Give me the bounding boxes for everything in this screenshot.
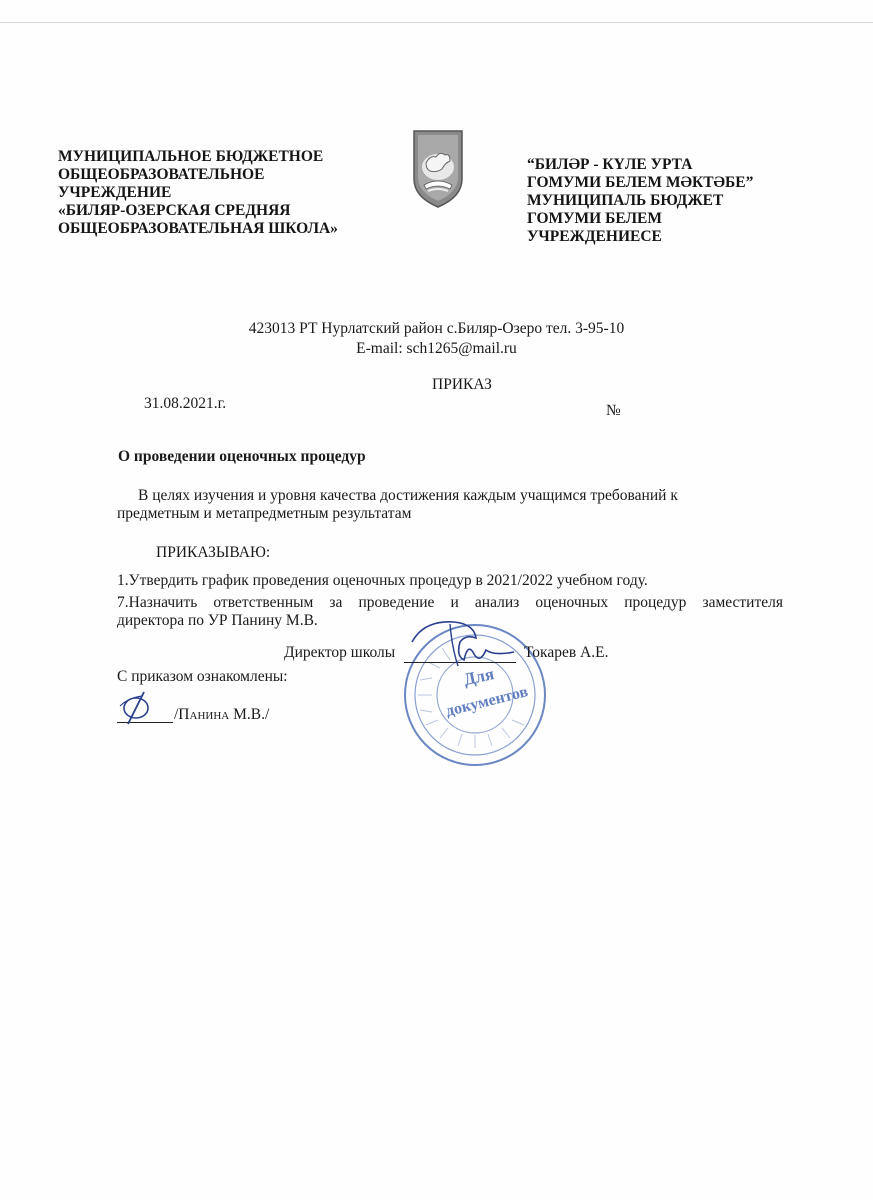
header-right-line: МУНИЦИПАЛЬ БЮДЖЕТ — [527, 192, 724, 209]
order-title: ПРИКАЗ — [432, 376, 492, 393]
acquainted-name: /Панина М.В./ — [174, 706, 270, 723]
order-item-2-line-1: 7.Назначить ответственным за проведение и анализ оценочных процедур заместителя — [117, 594, 783, 611]
acquainted-label: С приказом ознакомлены: — [117, 668, 288, 685]
acquainted-signature-mark — [114, 690, 164, 726]
header-left — [58, 148, 388, 238]
director-signature-mark — [404, 612, 524, 672]
preamble-line-2: предметным и метапредметным результатам — [117, 505, 412, 522]
order-item-2-line-2: директора по УР Панину М.В. — [117, 612, 318, 629]
address-line: 423013 РТ Нурлатский район с.Биляр-Озеро тел. 3-95-10 — [248, 320, 625, 337]
order-word: ПРИКАЗЫВАЮ: — [156, 544, 271, 561]
preamble-line-1: В целях изучения и уровня качества достижения каждым учащимся требований к — [138, 487, 678, 504]
header-left-line: ОБЩЕОБРАЗОВАТЕЛЬНАЯ ШКОЛА» — [58, 220, 338, 237]
order-subject: О проведении оценочных процедур — [118, 448, 366, 465]
header-right-line: “БИЛӘР - КҮЛЕ УРТА — [527, 156, 693, 173]
order-date: 31.08.2021.г. — [144, 395, 227, 412]
stamp-text-2: документов — [444, 683, 530, 721]
director-label: Директор школы — [284, 644, 396, 661]
header-right-line: УЧРЕЖДЕНИЕСЕ — [527, 228, 662, 245]
order-number-label: № — [606, 402, 621, 419]
order-item-1: 1.Утвердить график проведения оценочных процедур в 2021/2022 учебном году. — [117, 572, 648, 589]
header-right — [527, 156, 807, 246]
header-left-line: «БИЛЯР-ОЗЕРСКАЯ СРЕДНЯЯ — [58, 202, 291, 219]
coat-of-arms-icon — [412, 129, 464, 211]
scan-edge-line — [0, 22, 873, 23]
header-right-line: ГОМУМИ БЕЛЕМ МӘКТӘБЕ” — [527, 174, 754, 191]
header-left-line: МУНИЦИПАЛЬНОЕ БЮДЖЕТНОЕ — [58, 148, 324, 165]
header-left-line: ОБЩЕОБРАЗОВАТЕЛЬНОЕ — [58, 166, 265, 183]
email-line: E-mail: sch1265@mail.ru — [356, 340, 517, 357]
director-name: Токарев А.Е. — [524, 644, 609, 661]
header-left-line: УЧРЕЖДЕНИЕ — [58, 184, 172, 201]
stamp-text-1: Для — [461, 664, 496, 690]
header-right-line: ГОМУМИ БЕЛЕМ — [527, 210, 662, 227]
